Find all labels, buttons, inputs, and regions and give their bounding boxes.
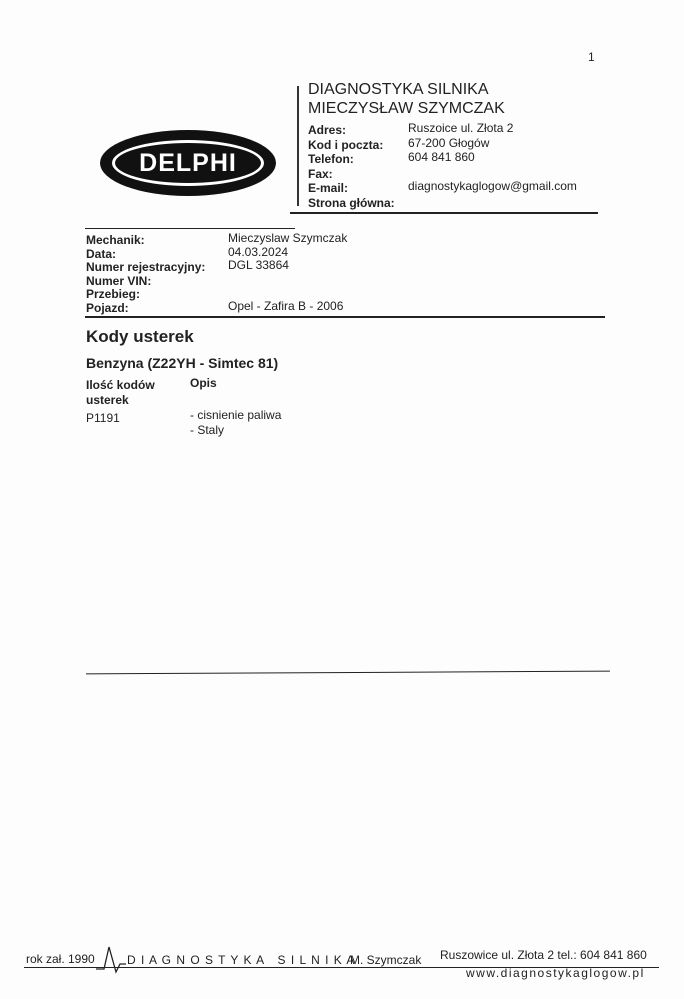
details-label: Numer VIN: (86, 273, 152, 288)
contact-label: E-mail: (308, 181, 349, 195)
footer-owner: M. Szymczak (350, 953, 422, 967)
details-label: Przebieg: (86, 287, 141, 301)
details-value: Opel - Zafira B - 2006 (228, 298, 344, 313)
fault-desc-1: - cisnienie paliwa (190, 408, 282, 422)
contact-value: 67-200 Głogów (408, 135, 490, 150)
contact-label: Adres: (308, 123, 347, 137)
divider (85, 228, 295, 229)
contact-label: Strona główna: (308, 195, 395, 210)
logo-text: DELPHI (139, 149, 237, 177)
delphi-logo (100, 130, 276, 196)
footer-address: Ruszowice ul. Złota 2 tel.: 604 841 860 (440, 948, 647, 962)
footer-website: www.diagnostykaglogow.pl (466, 966, 645, 980)
col-header-desc: Opis (190, 376, 217, 390)
details-value: Mieczyslaw Szymczak (228, 231, 348, 245)
header-divider (297, 86, 299, 206)
divider (86, 671, 610, 675)
details-label: Pojazd: (86, 300, 129, 315)
company-line1: DIAGNOSTYKA SILNIKA (308, 81, 489, 98)
details-value: DGL 33864 (228, 258, 289, 272)
fault-desc-2: - Staly (190, 423, 225, 437)
footer-founded: rok zał. 1990 (26, 952, 95, 966)
pulse-icon (96, 944, 126, 974)
contact-value: Ruszoice ul. Złota 2 (408, 121, 514, 135)
details-value: 04.03.2024 (228, 244, 289, 259)
contact-label: Telefon: (308, 152, 354, 166)
company-line2: MIECZYSŁAW SZYMCZAK (308, 100, 505, 117)
divider (85, 316, 605, 318)
divider (290, 212, 598, 214)
details-label: Data: (86, 246, 117, 261)
page-number: 1 (588, 50, 595, 64)
section-title: Kody usterek (86, 327, 194, 346)
details-label: Mechanik: (86, 233, 145, 247)
contact-label: Kod i poczta: (308, 137, 384, 152)
footer-company: D I A G N O S T Y K A S I L N I K A (127, 953, 356, 967)
company-name (308, 80, 505, 118)
col-header-codes: Ilość kodów usterek (86, 378, 155, 407)
details-label: Numer rejestracyjny: (86, 260, 206, 274)
contact-value: 604 841 860 (408, 150, 475, 164)
contact-value: diagnostykaglogow@gmail.com (408, 179, 577, 193)
fault-code: P1191 (86, 411, 120, 425)
engine-title: Benzyna (Z22YH - Simtec 81) (86, 355, 279, 371)
contact-label: Fax: (308, 166, 333, 181)
